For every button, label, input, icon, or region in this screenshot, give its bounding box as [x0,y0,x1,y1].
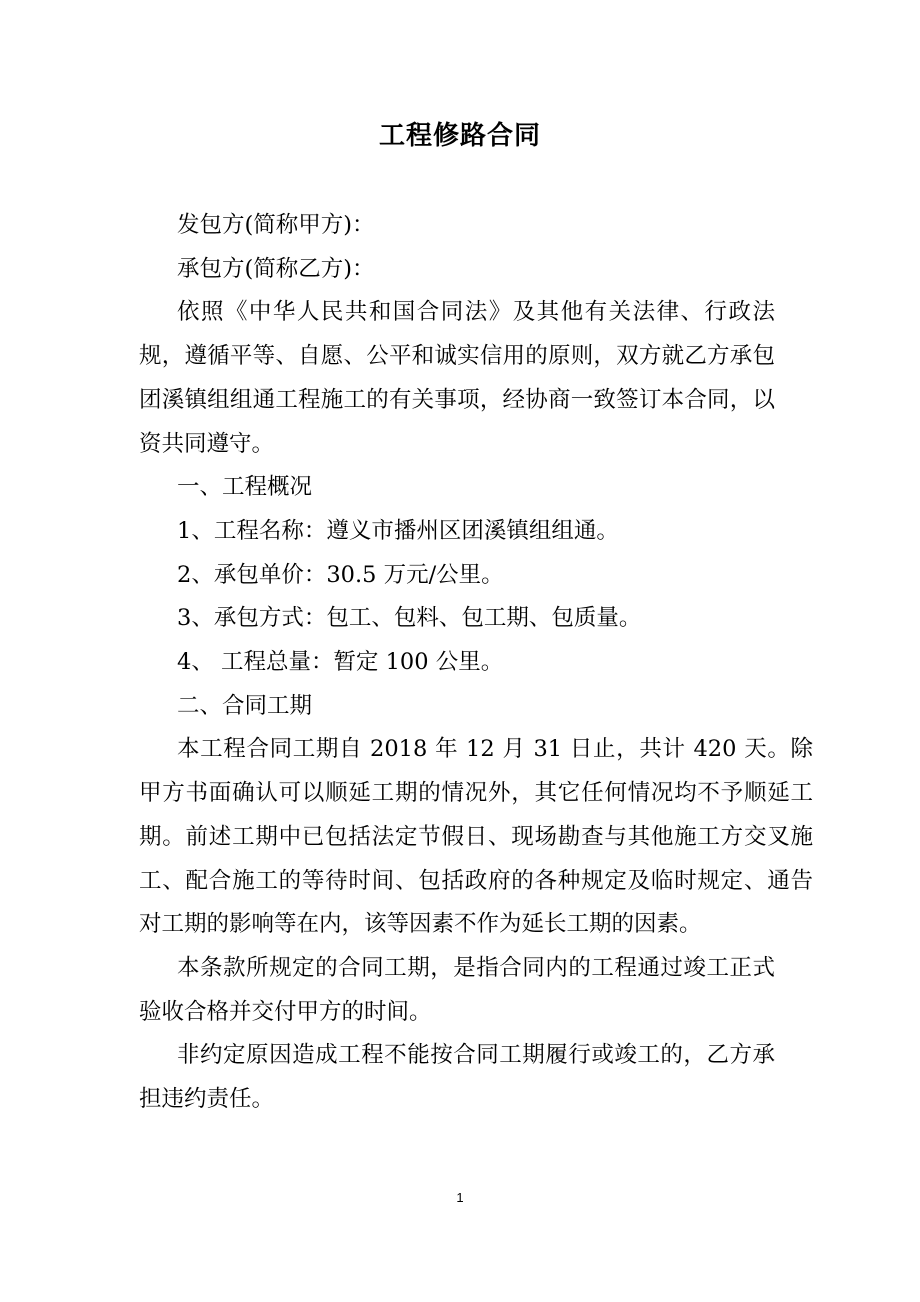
party-a-line: 发包方(简称甲方)： [177,212,375,238]
party-b-line: 承包方(简称乙方)： [177,255,375,282]
document-body [139,204,813,1122]
period-definition-paragraph: 本条款所规定的合同工期，是指合同内的工程通过竣工正式验收合格并交付甲方的时间。 [139,954,775,1025]
breach-liability-paragraph: 非约定原因造成工程不能按合同工期履行或竣工的，乙方承担违约责任。 [139,1042,775,1113]
contract-period-paragraph: 本工程合同工期自 2018 年 12 月 31 日止，共计 420 天。除甲方书面确认可以顺延工期的情况外，其它任何情况均不予顺延工期。前述工期中已包括法定节假日、现场勘查与其他施工方交叉施工、配合施工的等待时间、包括政府的各种规定及临时规定、通告对工期的影响等在内，该等因素不作为延长工期的因素。 [139,736,813,938]
project-name-clause: 1、工程名称：遵义市播州区团溪镇组组通。 [177,517,619,544]
unit-price-clause: 2、承包单价：30.5 万元/公里。 [177,561,504,588]
document-title: 工程修路合同 [378,121,541,151]
contract-method-clause: 3、承包方式：包工、包料、包工期、包质量。 [177,605,642,632]
total-quantity-clause: 4、 工程总量：暂定 100 公里。 [177,649,504,676]
page-number: 1 [456,1190,464,1205]
section-heading-project-overview: 一、工程概况 [177,474,313,501]
preamble-paragraph: 依照《中华人民共和国合同法》及其他有关法律、行政法规，遵循平等、自愿、公平和诚实信用的原则，双方就乙方承包团溪镇组组通工程施工的有关事项，经协商一致签订本合同，以资共同遵守。 [139,299,775,457]
section-heading-contract-period: 二、合同工期 [177,692,313,719]
